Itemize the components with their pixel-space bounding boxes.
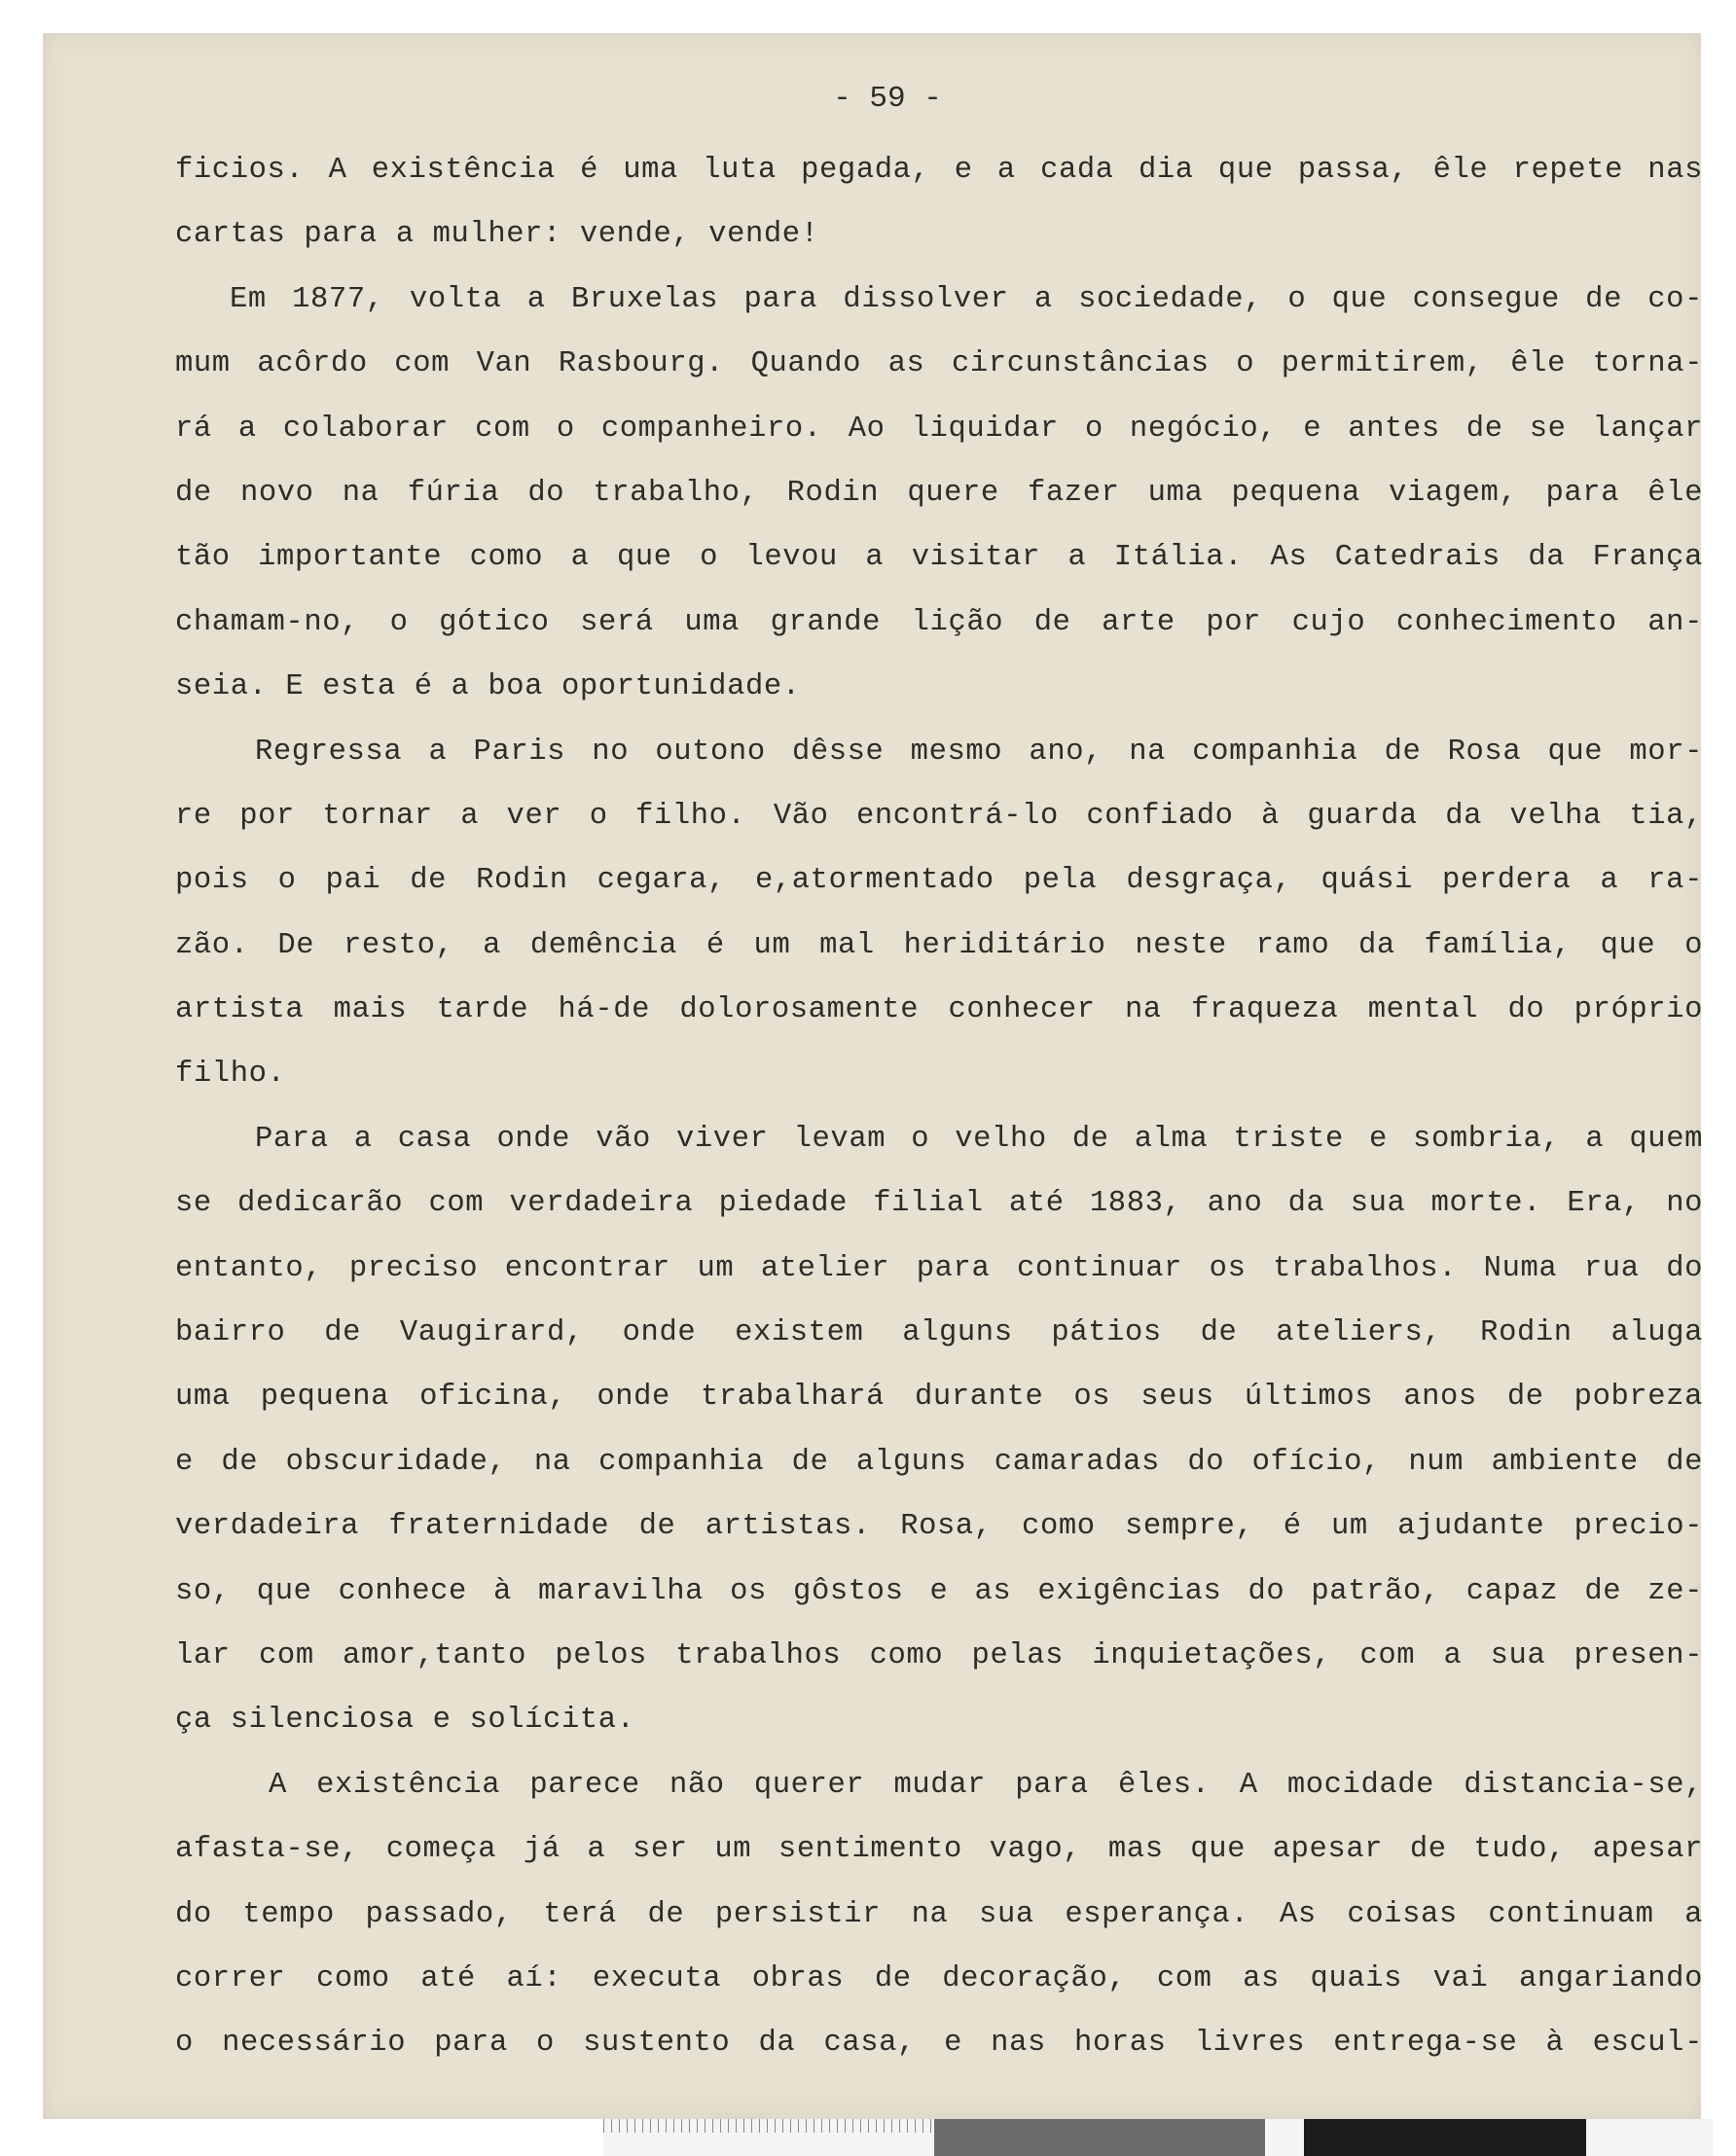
text-line: bairro de Vaugirard, onde existem alguns pátios de ateliers, Rodin aluga (175, 1316, 1703, 1350)
white-patch (1586, 2119, 1713, 2156)
text-line: artista mais tarde há-de dolorosamente conhecer na fraqueza mental do próprio (175, 993, 1703, 1027)
text-line: re por tornar a ver o filho. Vão encontrá-lo confiado à guarda da velha tia, (175, 799, 1703, 833)
text-line: Em 1877, volta a Bruxelas para dissolver a sociedade, o que consegue de co- (230, 282, 1703, 316)
text-line: lar com amor,tanto pelos trabalhos como pelas inquietações, com a sua presen- (175, 1638, 1703, 1672)
text-line: Regressa a Paris no outono dêsse mesmo ano, na companhia de Rosa que mor- (255, 735, 1703, 769)
text-line: so, que conhece à maravilha os gôstos e as exigências do patrão, capaz de ze- (175, 1574, 1703, 1608)
page-number: - 59 - (833, 82, 942, 116)
text-line: uma pequena oficina, onde trabalhará durante os seus últimos anos de pobreza (175, 1381, 1703, 1415)
text-line: Para a casa onde vão viver levam o velho de alma triste e sombria, a quem (255, 1122, 1703, 1156)
text-line: rá a colaborar com o companheiro. Ao liquidar o negócio, e antes de se lançar (175, 412, 1703, 446)
text-line: afasta-se, começa já a ser um sentimento vago, mas que apesar de tudo, apesar (175, 1833, 1703, 1867)
text-line: correr como até aí: executa obras de decoração, com as quais vai angariando (175, 1961, 1703, 1995)
text-line: entanto, preciso encontrar um atelier para continuar os trabalhos. Numa rua do (175, 1251, 1703, 1285)
black-patch (1304, 2119, 1586, 2156)
text-line: zão. De resto, a demência é um mal heriditário neste ramo da família, que o (175, 928, 1703, 962)
white-patch (1265, 2119, 1304, 2156)
text-line: de novo na fúria do trabalho, Rodin quere fazer uma pequena viagem, para êle (175, 476, 1703, 510)
text-line: filho. (175, 1058, 286, 1092)
text-line: ficios. A existência é uma luta pegada, e a cada dia que passa, êle repete nas (175, 154, 1703, 187)
text-line: mum acôrdo com Van Rasbourg. Quando as circunstâncias o permitirem, êle torna- (175, 347, 1703, 381)
text-line: se dedicarão com verdadeira piedade filial até 1883, ano da sua morte. Era, no (175, 1187, 1703, 1221)
text-line: cartas para a mulher: vende, vende! (175, 218, 819, 252)
text-line: verdadeira fraternidade de artistas. Rosa, como sempre, é um ajudante precio- (175, 1510, 1703, 1544)
text-line: e de obscuridade, na companhia de alguns camaradas do ofício, num ambiente de (175, 1445, 1703, 1479)
text-line: ça silenciosa e solícita. (175, 1704, 635, 1738)
scan-color-ruler (603, 2119, 1713, 2156)
gray-patch (934, 2119, 1265, 2156)
text-line: seia. E esta é a boa oportunidade. (175, 670, 801, 704)
text-line: pois o pai de Rodin cegara, e,atormentado pela desgraça, quási perdera a ra- (175, 864, 1703, 898)
text-line: tão importante como a que o levou a visitar a Itália. As Catedrais da França (175, 541, 1703, 575)
text-line: A existência parece não querer mudar para êles. A mocidade distancia-se, (269, 1768, 1703, 1802)
text-line: chamam-no, o gótico será uma grande lição de arte por cujo conhecimento an- (175, 605, 1703, 639)
ruler-scale (603, 2119, 934, 2156)
text-line: do tempo passado, terá de persistir na sua esperança. As coisas continuam a (175, 1897, 1703, 1931)
typewritten-text (175, 138, 1703, 2076)
text-line: o necessário para o sustento da casa, e nas horas livres entrega-se à escul- (175, 2027, 1703, 2061)
